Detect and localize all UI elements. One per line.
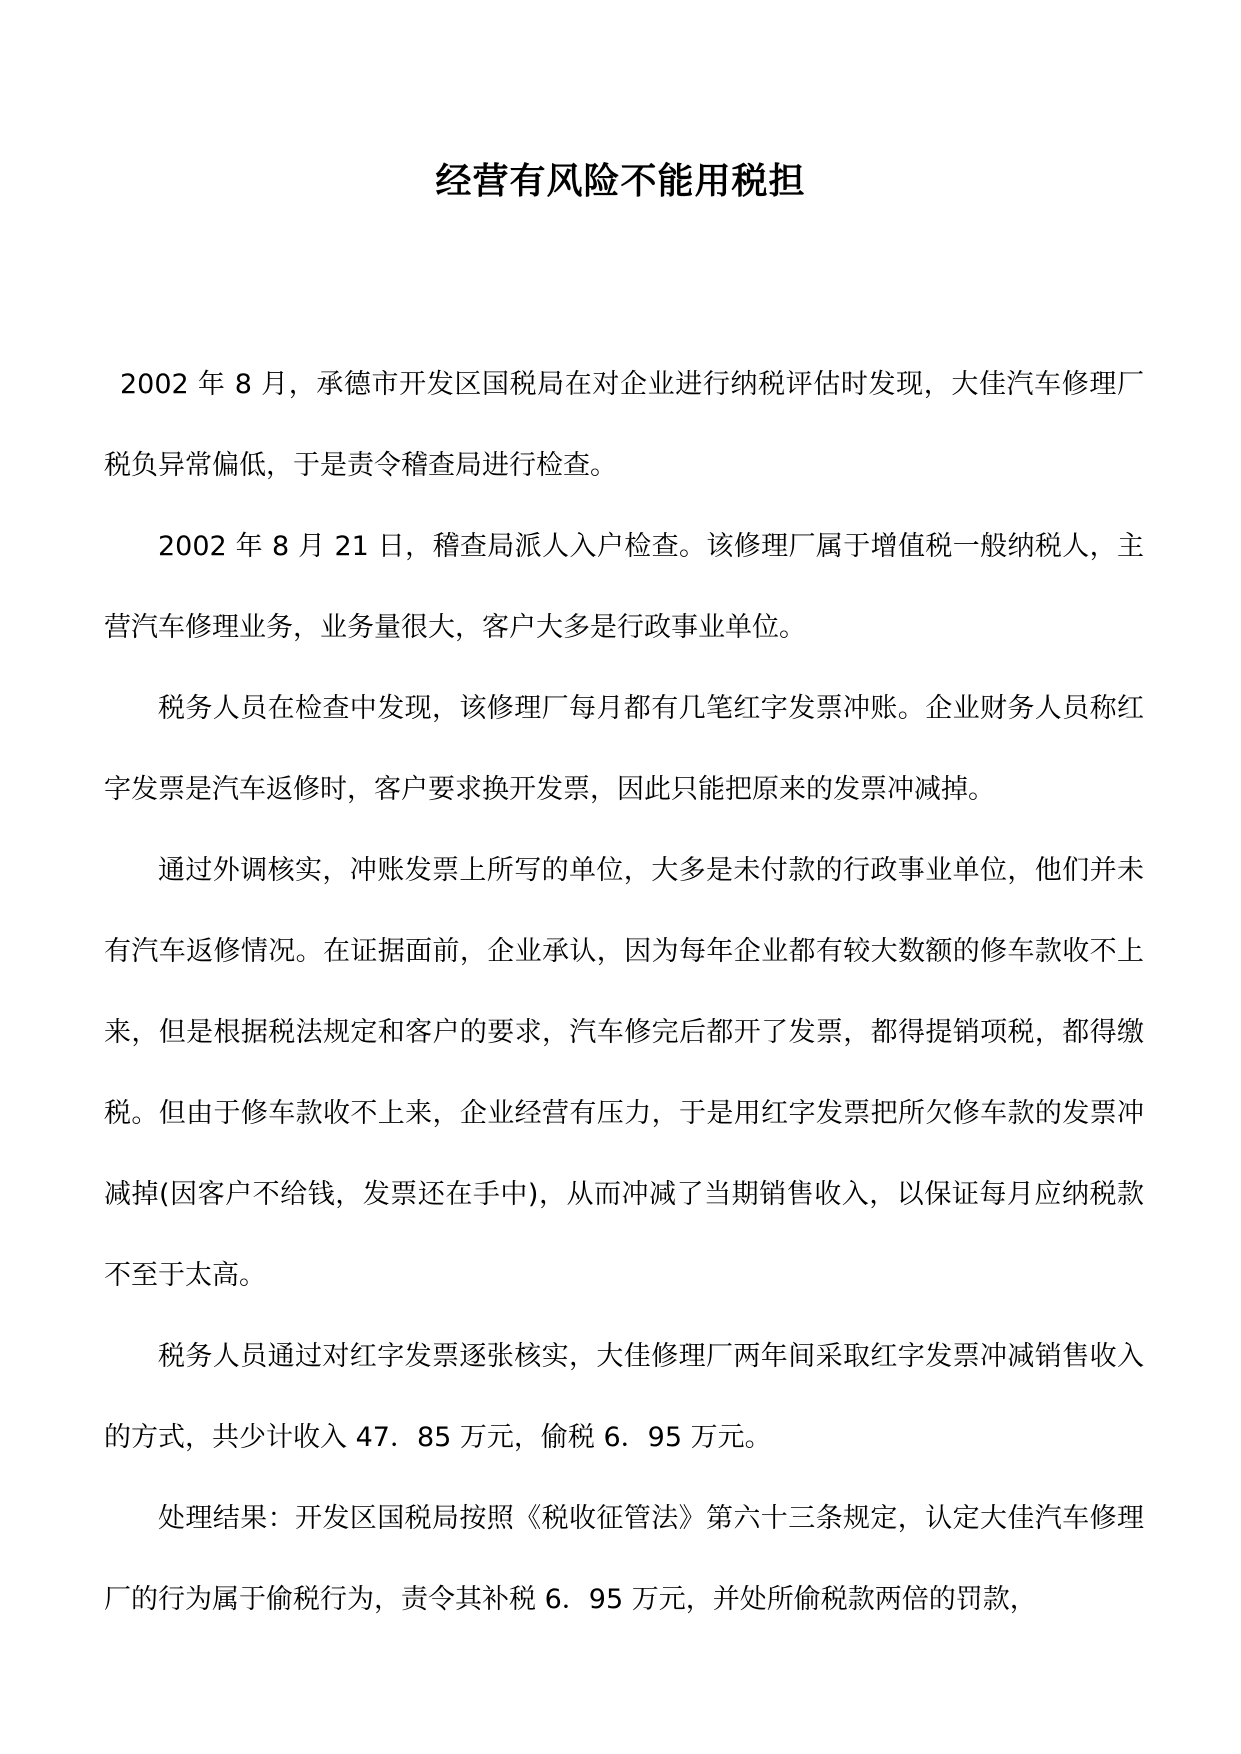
paragraph-2: 2002 年 8 月 21 日，稽查局派人入户检查。该修理厂属于增值税一般纳税人，主营汽车修理业务，业务量很大，客户大多是行政事业单位。: [104, 531, 1144, 643]
paragraph-3: 税务人员在检查中发现，该修理厂每月都有几笔红字发票冲账。企业财务人员称红字发票是汽车返修时，客户要求换开发票，因此只能把原来的发票冲减掉。: [104, 693, 1144, 805]
paragraph-4: 通过外调核实，冲账发票上所写的单位，大多是未付款的行政事业单位，他们并未有汽车返修情况。在证据面前，企业承认，因为每年企业都有较大数额的修车款收不上来，但是根据税法规定和客户的要求，汽车修完后都开了发票，都得提销项税，都得缴税。但由于修车款收不上来，企业经营有压力，于是用红字发票把所欠修车款的发票冲减掉(因客户不给钱，发票还在手中)，从而冲减了当期销售收入，以保证每月应纳税款不至于太高。: [104, 855, 1144, 1291]
paragraph-5: 税务人员通过对红字发票逐张核实，大佳修理厂两年间采取红字发票冲减销售收入的方式，共少计收入 47．85 万元，偷税 6．95 万元。: [104, 1341, 1144, 1453]
document-body: [104, 344, 1144, 1640]
paragraph-6: 处理结果：开发区国税局按照《税收征管法》第六十三条规定，认定大佳汽车修理厂的行为属于偷税行为，责令其补税 6．95 万元，并处所偷税款两倍的罚款，: [104, 1503, 1144, 1615]
document-title: 经营有风险不能用税担: [435, 161, 806, 202]
paragraph-1: 2002 年 8 月，承德市开发区国税局在对企业进行纳税评估时发现，大佳汽车修理厂税负异常偏低，于是责令稽查局进行检查。: [104, 369, 1144, 481]
